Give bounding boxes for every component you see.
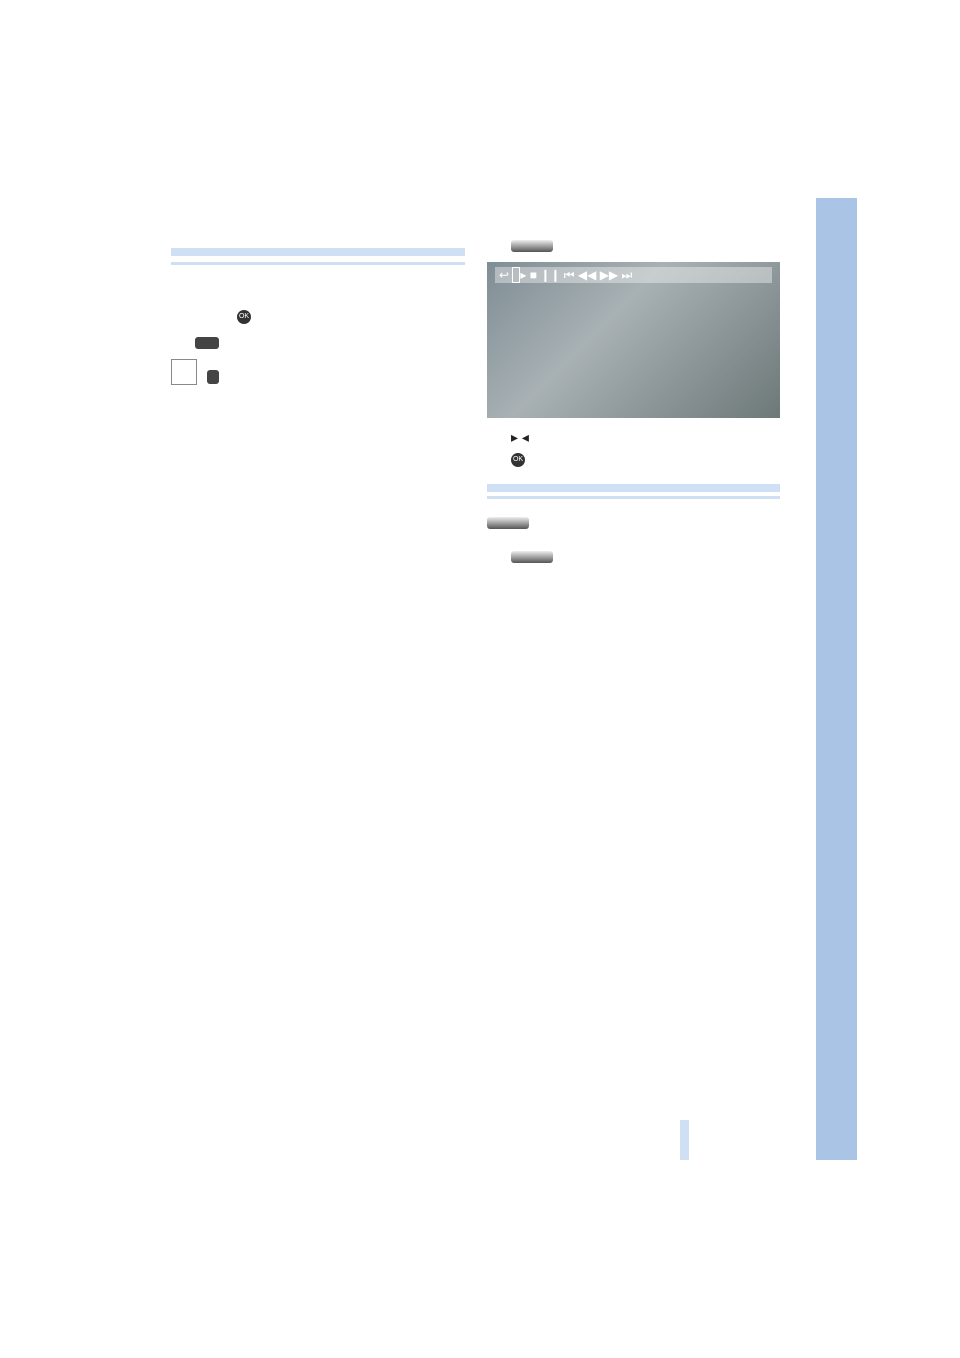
left-right-arrows-icon: ▸ ◂ — [511, 429, 529, 445]
chapter-sidebar — [816, 198, 857, 1160]
note-icon — [171, 359, 197, 385]
dvd-control-screenshot — [487, 262, 780, 418]
step-2 — [171, 329, 465, 351]
dvd-step-1 — [487, 236, 780, 254]
right-column — [487, 230, 780, 573]
dvd-step-3 — [487, 450, 780, 468]
remote-down-button-icon — [511, 240, 553, 252]
table-header-function — [567, 484, 780, 492]
step-number — [171, 281, 195, 325]
coding-zone-table — [171, 248, 465, 256]
dvd-step-2 — [487, 428, 780, 446]
eject-button-icon — [207, 370, 219, 384]
sub-item — [215, 289, 465, 325]
dvd-control-bar: ↩ ▸ ■ ❙❙ ⏮ ◀◀ ▶▶ ⏭ — [495, 267, 772, 283]
ok-button-icon: OK — [511, 453, 525, 467]
page-number-bar — [680, 1120, 689, 1160]
table-header-region — [209, 248, 465, 256]
remote-up-button-icon — [487, 517, 529, 529]
step-1 — [171, 281, 465, 325]
play-pause-button-icon — [195, 337, 219, 349]
table-end-rule — [171, 262, 465, 265]
ok-button-icon: OK — [237, 310, 251, 324]
function-table — [487, 484, 780, 492]
left-column — [171, 230, 465, 401]
remote-down-button-icon — [511, 551, 553, 563]
table-header-code — [171, 248, 209, 256]
